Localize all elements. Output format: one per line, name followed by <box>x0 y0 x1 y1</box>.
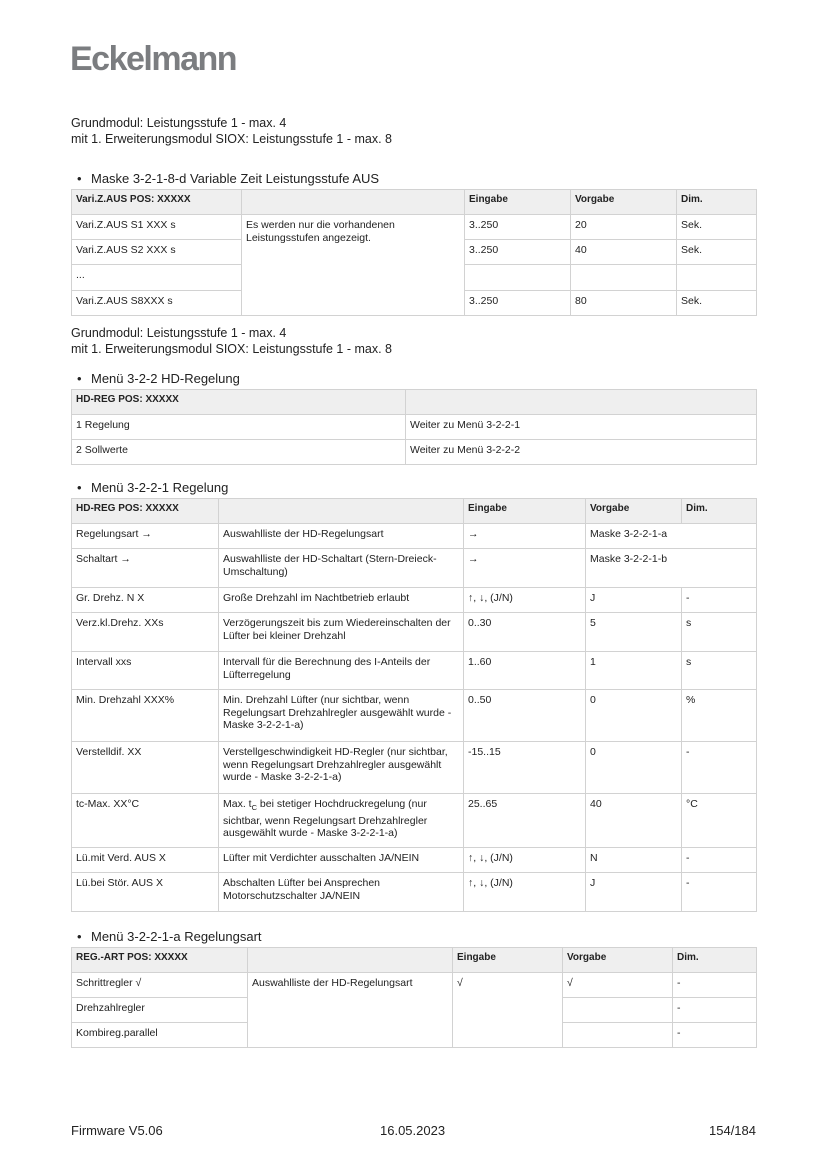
merged-description-cell: Auswahlliste der HD-Regelungsart <box>248 973 453 1048</box>
bullet-icon: • <box>77 171 82 186</box>
table-row: ... <box>72 265 757 291</box>
table-row: Lü.bei Stör. AUS X Abschalten Lüfter bei Ansprechen Motorschutzschalter JA/NEIN ↑, ↓, (J/N) J - <box>72 873 757 912</box>
note-line: mit 1. Erweiterungsmodul SIOX: Leistungsstufe 1 - max. 8 <box>71 132 392 146</box>
table-row: Regelungsart → Auswahlliste der HD-Regelungsart → Maske 3-2-2-1-a <box>72 524 757 549</box>
table-vari-z-aus <box>71 189 757 316</box>
table-row: 2 Sollwerte Weiter zu Menü 3-2-2-2 <box>72 440 757 465</box>
table-row: Drehzahlregler - <box>72 998 757 1023</box>
note-line: mit 1. Erweiterungsmodul SIOX: Leistungsstufe 1 - max. 8 <box>71 342 392 356</box>
table-regelung <box>71 498 757 912</box>
table-header-row: REG.-ART POS: XXXXX Eingabe Vorgabe Dim. <box>72 948 757 973</box>
module-note-2 <box>71 325 392 357</box>
table-row: Vari.Z.AUS S8XXX s 3..250 80 Sek. <box>72 291 757 316</box>
table-hd-regelung <box>71 389 757 465</box>
merged-eingabe-cell: √ <box>453 973 563 1048</box>
table-row: Schaltart → Auswahlliste der HD-Schaltart (Stern-Dreieck-Umschaltung) → Maske 3-2-2-1-b <box>72 549 757 588</box>
table-row: Schrittregler √ Auswahlliste der HD-Regelungsart √ √ - <box>72 973 757 998</box>
tc-max-description: Max. $t_C$ bei stetiger Hochdruckregelung (nur sichtbar, wenn Regelungsart Drehzahlregler ausgewählt wurde - Maske 3-2-2-1-a) <box>219 794 464 848</box>
footer-date: 16.05.2023 <box>380 1123 446 1138</box>
section-heading-menu-3-2-2-1-a: • Menü 3-2-2-1-a Regelungsart <box>77 929 262 944</box>
table-row: Gr. Drehz. N X Große Drehzahl im Nachtbetrieb erlaubt ↑, ↓, (J/N) J - <box>72 588 757 613</box>
footer-firmware: Firmware V5.06 <box>71 1123 163 1138</box>
table-header-row: HD-REG POS: XXXXX <box>72 390 757 415</box>
table-row: Lü.mit Verd. AUS X Lüfter mit Verdichter ausschalten JA/NEIN ↑, ↓, (J/N) N - <box>72 848 757 873</box>
table-row: Min. Drehzahl XXX% Min. Drehzahl Lüfter (nur sichtbar, wenn Regelungsart Drehzahlregler ausgewählt wurde - Maske 3-2-2-1-a) 0..50 0 % <box>72 690 757 742</box>
table-row: Intervall xxs Intervall für die Berechnung des I-Anteils der Lüfterregelung 1..60 1 s <box>72 652 757 690</box>
section-heading-menu-3-2-2: • Menü 3-2-2 HD-Regelung <box>77 371 240 386</box>
table-row: Vari.Z.AUS S1 XXX s Es werden nur die vorhandenen Leistungsstufen angezeigt. 3..250 20 Sek. <box>72 215 757 240</box>
note-line: Grundmodul: Leistungsstufe 1 - max. 4 <box>71 116 287 130</box>
bullet-icon: • <box>77 480 82 495</box>
table-row: Verz.kl.Drehz. XXs Verzögerungszeit bis zum Wiedereinschalten der Lüfter bei kleiner Drehzahl 0..30 5 s <box>72 613 757 652</box>
table-regelungsart <box>71 947 757 1048</box>
merged-description-cell: Es werden nur die vorhandenen Leistungsstufen angezeigt. <box>242 215 465 316</box>
table-row: Vari.Z.AUS S2 XXX s 3..250 40 Sek. <box>72 240 757 265</box>
table-header-row: Vari.Z.AUS POS: XXXXX Eingabe Vorgabe Dim. <box>72 190 757 215</box>
section-heading-menu-3-2-2-1: • Menü 3-2-2-1 Regelung <box>77 480 229 495</box>
table-row: tc-Max. XX°C Max. $t_C$ bei stetiger Hochdruckregelung (nur sichtbar, wenn Regelungsart Drehzahlregler ausgewählt wurde - Maske 3-2-2-1-a) 25..65 40 °C <box>72 794 757 848</box>
table-row: Verstelldif. XX Verstellgeschwindigkeit HD-Regler (nur sichtbar, wenn Regelungsart Drehzahlregler ausgewählt wurde - Maske 3-2-2-1-a) -15..15 0 - <box>72 742 757 794</box>
eckelmann-logo: Eckelmann <box>70 40 237 78</box>
bullet-icon: • <box>77 371 82 386</box>
table-header-row: HD-REG POS: XXXXX Eingabe Vorgabe Dim. <box>72 499 757 524</box>
module-note-1 <box>71 115 392 147</box>
table-row: 1 Regelung Weiter zu Menü 3-2-2-1 <box>72 415 757 440</box>
bullet-icon: • <box>77 929 82 944</box>
note-line: Grundmodul: Leistungsstufe 1 - max. 4 <box>71 326 287 340</box>
section-heading-maske-3-2-1-8-d: • Maske 3-2-1-8-d Variable Zeit Leistungsstufe AUS <box>77 171 380 186</box>
footer-page-number: 154/184 <box>709 1123 756 1138</box>
table-row: Kombireg.parallel - <box>72 1023 757 1048</box>
